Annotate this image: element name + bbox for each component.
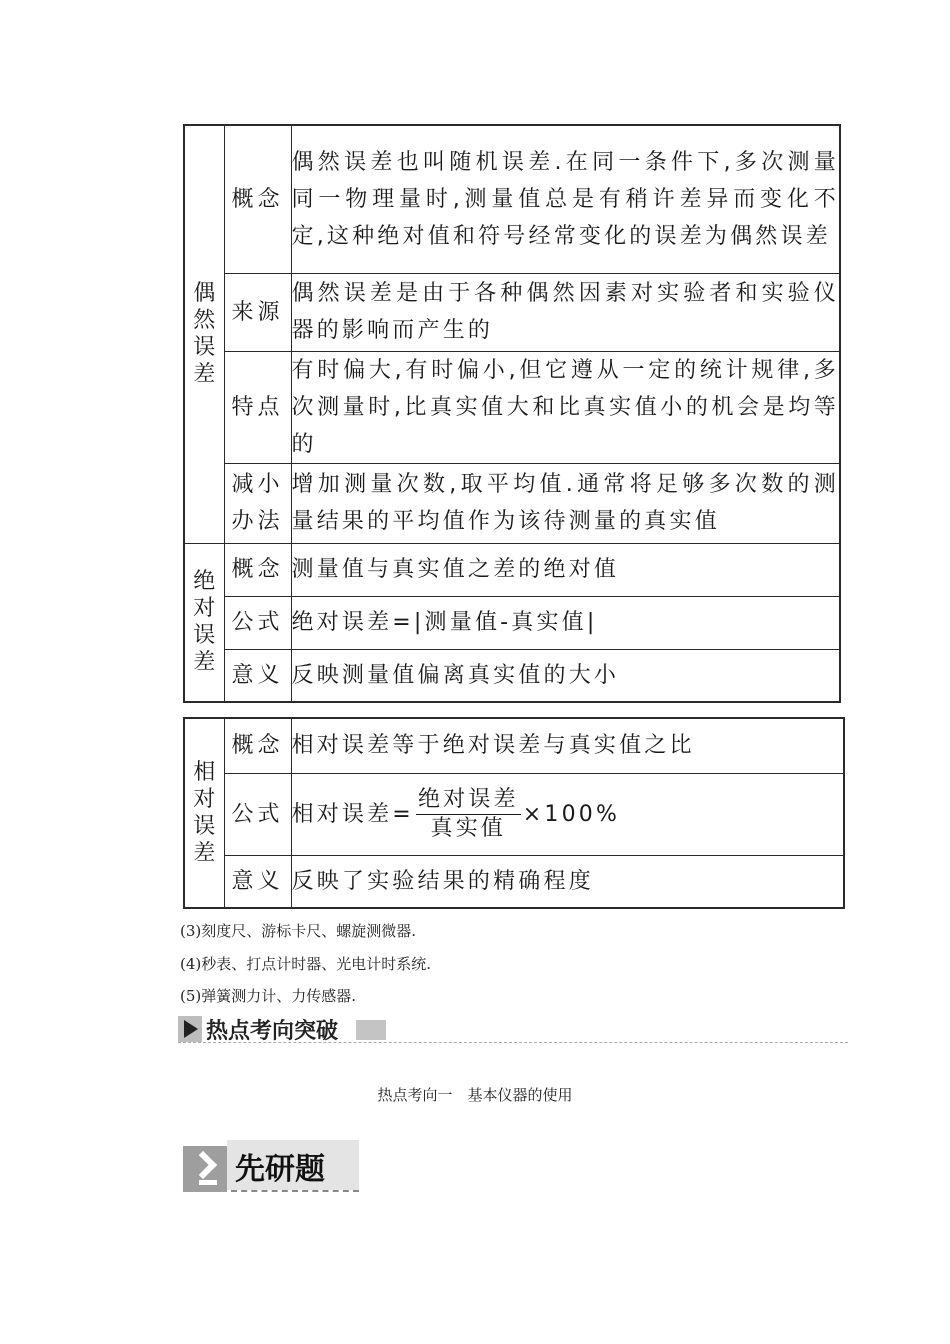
category-random-error: 偶然误差	[184, 125, 224, 543]
relative-error-formula	[292, 786, 621, 843]
category-absolute-error: 绝对误差	[184, 543, 224, 702]
banner-divider	[178, 1042, 848, 1043]
text-reduce-method: 增加测量次数,取平均值.通常将足够多次数的测量结果的平均值作为该待测量的真实值	[291, 463, 840, 543]
label-abs-concept: 概念	[224, 543, 291, 596]
text-abs-formula: 绝对误差=|测量值-真实值|	[291, 596, 840, 649]
first-study-banner	[183, 1140, 363, 1196]
category-relative-error: 相对误差	[184, 718, 224, 908]
label-abs-formula: 公式	[224, 596, 291, 649]
label-concept: 概念	[224, 125, 291, 273]
label-feature: 特点	[224, 351, 291, 463]
text-rel-formula	[291, 773, 844, 855]
text-concept: 偶然误差也叫随机误差.在同一条件下,多次测量同一物理量时,测量值总是有稍许差异而变化不定,这种绝对值和符号经常变化的误差为偶然误差	[291, 125, 840, 273]
first-study-title: 先研题	[235, 1152, 325, 1187]
label-rel-formula: 公式	[224, 773, 291, 855]
section-banner	[178, 1014, 848, 1044]
text-abs-meaning: 反映测量值偏离真实值的大小	[291, 649, 840, 702]
label-reduce-method: 减小办法	[224, 463, 291, 543]
note-4: (4)秒表、打点计时器、光电计时系统.	[180, 955, 432, 973]
note-3: (3)刻度尺、游标卡尺、螺旋测微器.	[180, 922, 417, 940]
label-rel-concept: 概念	[224, 718, 291, 773]
label-source: 来源	[224, 273, 291, 351]
formula-numerator: 绝对误差	[416, 786, 521, 815]
first-study-underline	[231, 1190, 359, 1192]
text-feature: 有时偏大,有时偏小,但它遵从一定的统计规律,多次测量时,比真实值大和比真实值小的机会是均等的	[291, 351, 840, 463]
banner-decoration	[356, 1020, 386, 1040]
relative-error-table	[183, 717, 845, 909]
formula-suffix: ×100%	[522, 801, 621, 827]
arrow-icon	[178, 1016, 202, 1042]
chevron-icon	[183, 1146, 227, 1192]
label-rel-meaning: 意义	[224, 855, 291, 908]
formula-denominator: 真实值	[430, 815, 507, 841]
text-rel-meaning: 反映了实验结果的精确程度	[291, 855, 844, 908]
label-abs-meaning: 意义	[224, 649, 291, 702]
text-source: 偶然误差是由于各种偶然因素对实验者和实验仪器的影响而产生的	[291, 273, 840, 351]
subheading: 热点考向一 基本仪器的使用	[377, 1086, 573, 1104]
text-rel-concept: 相对误差等于绝对误差与真实值之比	[291, 718, 844, 773]
note-5: (5)弹簧测力计、力传感器.	[180, 987, 357, 1005]
section-banner-title: 热点考向突破	[206, 1019, 339, 1044]
formula-lhs: 相对误差=	[291, 801, 414, 827]
error-table-1	[183, 124, 841, 703]
text-abs-concept: 测量值与真实值之差的绝对值	[291, 543, 840, 596]
